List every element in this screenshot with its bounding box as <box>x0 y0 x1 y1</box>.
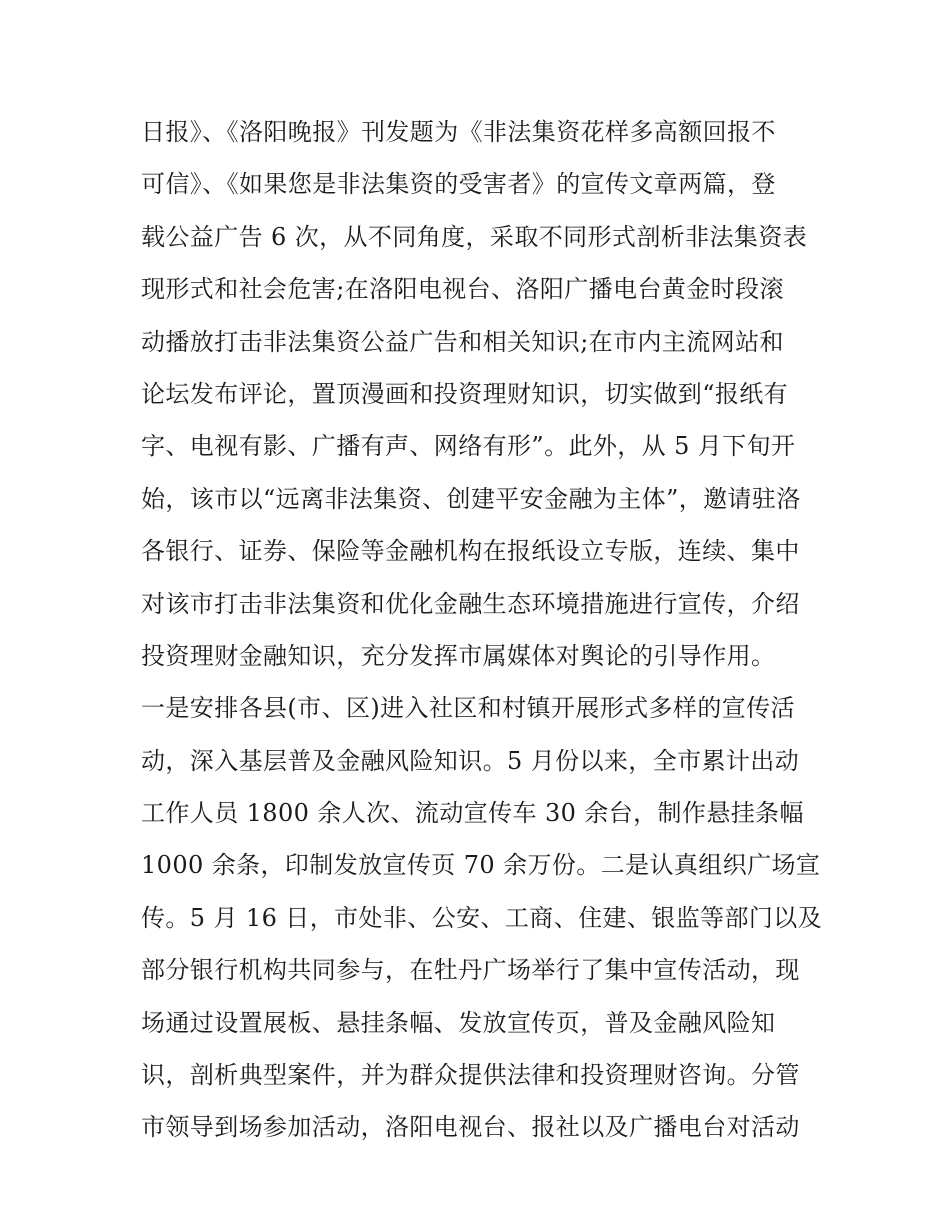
text-line-13: 动，深入基层普及金融风险知识。5 月份以来，全市累计出动 <box>141 746 800 775</box>
text-line-4: 现形式和社会危害;在洛阳电视台、洛阳广播电台黄金时段滚 <box>141 275 784 304</box>
text-line-19: 识，剖析典型案件，并为群众提供法律和投资理财咨询。分管 <box>141 1061 800 1090</box>
text-line-6: 论坛发布评论，置顶漫画和投资理财知识，切实做到“报纸有 <box>141 379 789 408</box>
body-text <box>141 106 821 1154</box>
text-line-11: 投资理财金融知识，充分发挥市属媒体对舆论的引导作用。 <box>141 641 776 670</box>
text-line-1: 日报》、《洛阳晚报》刊发题为《非法集资花样多高额回报不 <box>141 118 776 146</box>
text-line-10: 对该市打击非法集资和优化金融生态环境措施进行宣传，介绍 <box>141 589 800 618</box>
text-line-12: 一是安排各县(市、区)进入社区和村镇开展形式多样的宣传活 <box>141 694 795 723</box>
text-line-2: 可信》、《如果您是非法集资的受害者》的宣传文章两篇，登 <box>141 170 776 199</box>
text-line-5: 动播放打击非法集资公益广告和相关知识;在市内主流网站和 <box>141 327 784 356</box>
text-line-15: 1000 余条，印制发放宣传页 70 余万份。二是认真组织广场宣 <box>141 851 821 880</box>
text-line-9: 各银行、证券、保险等金融机构在报纸设立专版，连续、集中 <box>141 537 800 566</box>
text-line-16: 传。5 月 16 日，市处非、公安、工商、住建、银监等部门以及 <box>141 903 823 932</box>
text-line-7: 字、电视有影、广播有声、网络有形”。此外，从 5 月下旬开 <box>141 432 796 461</box>
text-line-18: 场通过设置展板、悬挂条幅、发放宣传页，普及金融风险知 <box>141 1008 776 1037</box>
text-line-20: 市领导到场参加活动，洛阳电视台、报社以及广播电台对活动 <box>141 1113 800 1142</box>
text-line-14: 工作人员 1800 余人次、流动宣传车 30 余台，制作悬挂条幅 <box>141 799 804 828</box>
text-line-3: 载公益广告 6 次，从不同角度，采取不同形式剖析非法集资表 <box>141 222 808 251</box>
text-line-8: 始，该市以“远离非法集资、创建平安金融为主体”，邀请驻洛 <box>141 484 801 513</box>
text-line-17: 部分银行机构共同参与，在牡丹广场举行了集中宣传活动，现 <box>141 956 800 985</box>
